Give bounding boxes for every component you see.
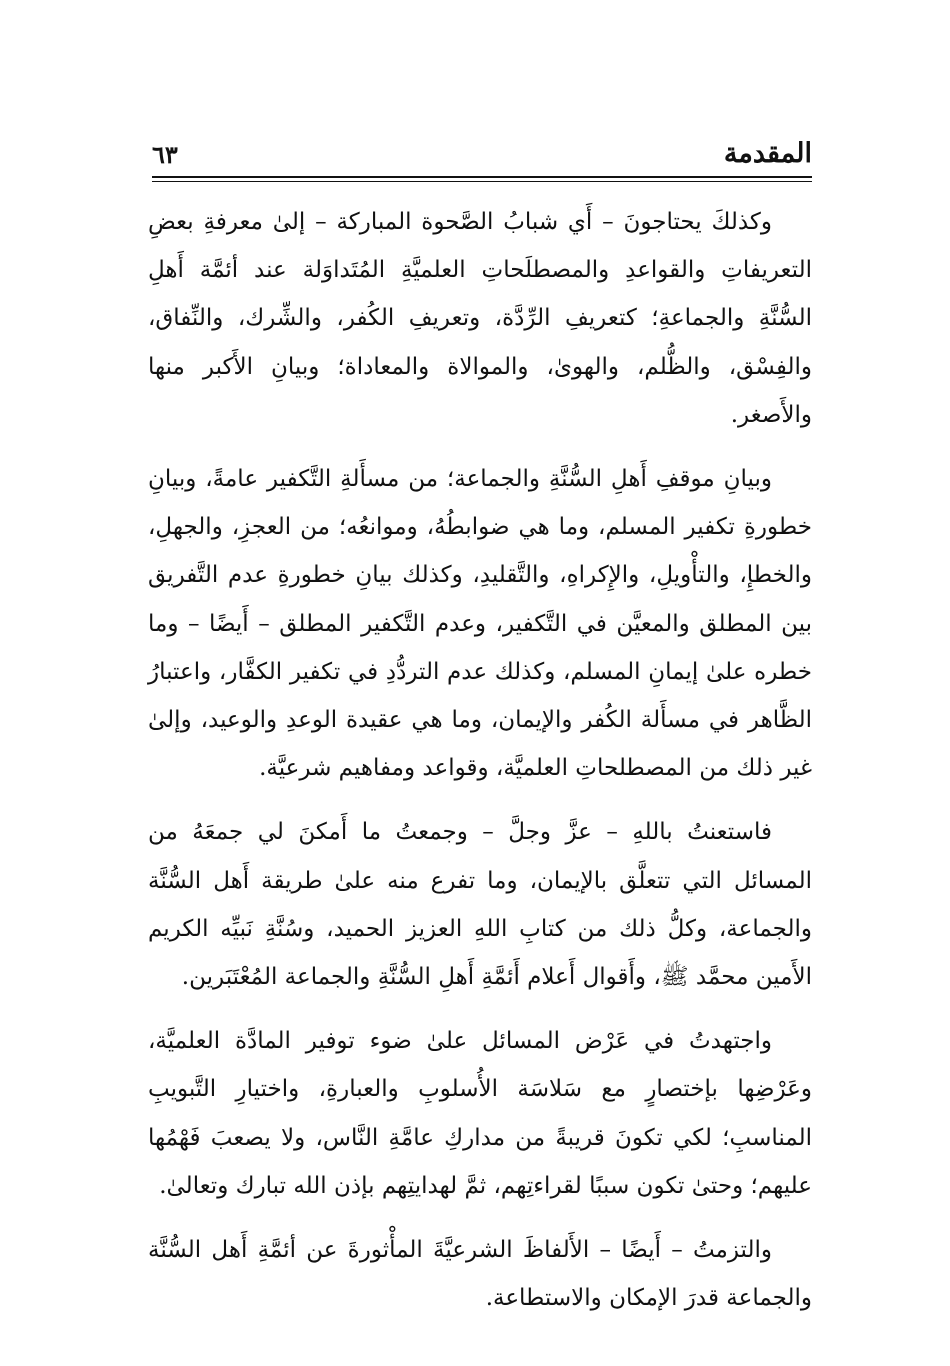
body-text (148, 198, 812, 1338)
chapter-title: المقدمة (723, 138, 812, 169)
paragraph-4: واجتهدتُ في عَرْض المسائل علىٰ ضوء توفير المادَّة العلميَّة، وعَرْضِها بإختصارٍ مع سَلاسَة الأُسلوبِ والعبارةِ، واختيارِ التَّبويبِ المناسبِ؛ لكي تكونَ قريبةً من مداركِ عامَّةِ النَّاس، ولا يصعبَ فَهْمُها عليهم؛ وحتىٰ تكون سببًا لقراءتِهم، ثمَّ لهدايتِهم بإذن الله تبارك وتعالىٰ. (148, 1028, 812, 1199)
header-rule-thick (152, 176, 812, 178)
paragraph-5: والتزمتُ – أَيضًا – الأَلفاظَ الشرعيَّةَ المأْثورةَ عن أئمَّةِ أَهل السُّنَّة والجماعة قدرَ الإمكان والاستطاعة. (148, 1237, 812, 1312)
paragraph-3: فاستعنتُ باللهِ – عزَّ وجلَّ – وجمعتُ ما أَمكنَ لي جمعَهُ من المسائل التي تتعلَّق بالإيمان، وما تفرع منه علىٰ طريقة أَهل السُّنَّة والجماعة، وكلُّ ذلك من كتابِ اللهِ العزيز الحميد، وسُنَّةِ نَبيِّه الكريم الأَمين محمَّد ﷺ، وأَقوال أَعلام أَئمَّةِ أَهلِ السُّنَّةِ والجماعة المُعْتَبَرين. (148, 819, 812, 991)
paragraph-1: وكذلكَ يحتاجونَ – أَي شبابُ الصَّحوة المباركة – إلىٰ معرفةِ بعضِ التعريفاتِ والقواعدِ والمصطلَحاتِ العلميَّةِ المُتَداوَلة عند أئمَّة أَهلِ السُّنَّةِ والجماعةِ؛ كتعريفِ الرِّدَّة، وتعريفِ الكُفر، والشِّرك، والنِّفاق، والفِسْق، والظُّلم، والهوىٰ، والموالاة والمعاداة؛ وبيانِ الأَكبر منها والأَصغر. (148, 209, 812, 428)
paragraph-2: وبيانِ موقفِ أَهلِ السُّنَّةِ والجماعة؛ من مسأَلةِ التَّكفير عامةً، وبيانِ خطورةِ تكفير المسلم، وما هي ضوابطُهُ، وموانعُه؛ من العجزِ، والجهلِ، والخطإِ، والتأْويلِ، والإِكراهِ، والتَّقليدِ، وكذلك بيانِ خطورةِ عدم التَّفريق بين المطلق والمعيَّن في التَّكفير، وعدم التَّكفير المطلق – أَيضًا – وما خطره علىٰ إيمانِ المسلم، وكذلك عدم التردُّدِ في تكفير الكفَّار، واعتبارُ الظَّاهر في مسأَلة الكُفر والإيمان، وما هي عقيدة الوعدِ والوعيد، وإلىٰ غير ذلك من المصطلحاتِ العلميَّة، وقواعد ومفاهيم شرعيَّة. (148, 466, 812, 782)
page-number: ٦٣ (152, 140, 178, 169)
running-header (152, 136, 812, 176)
header-rule-thin (152, 181, 812, 182)
